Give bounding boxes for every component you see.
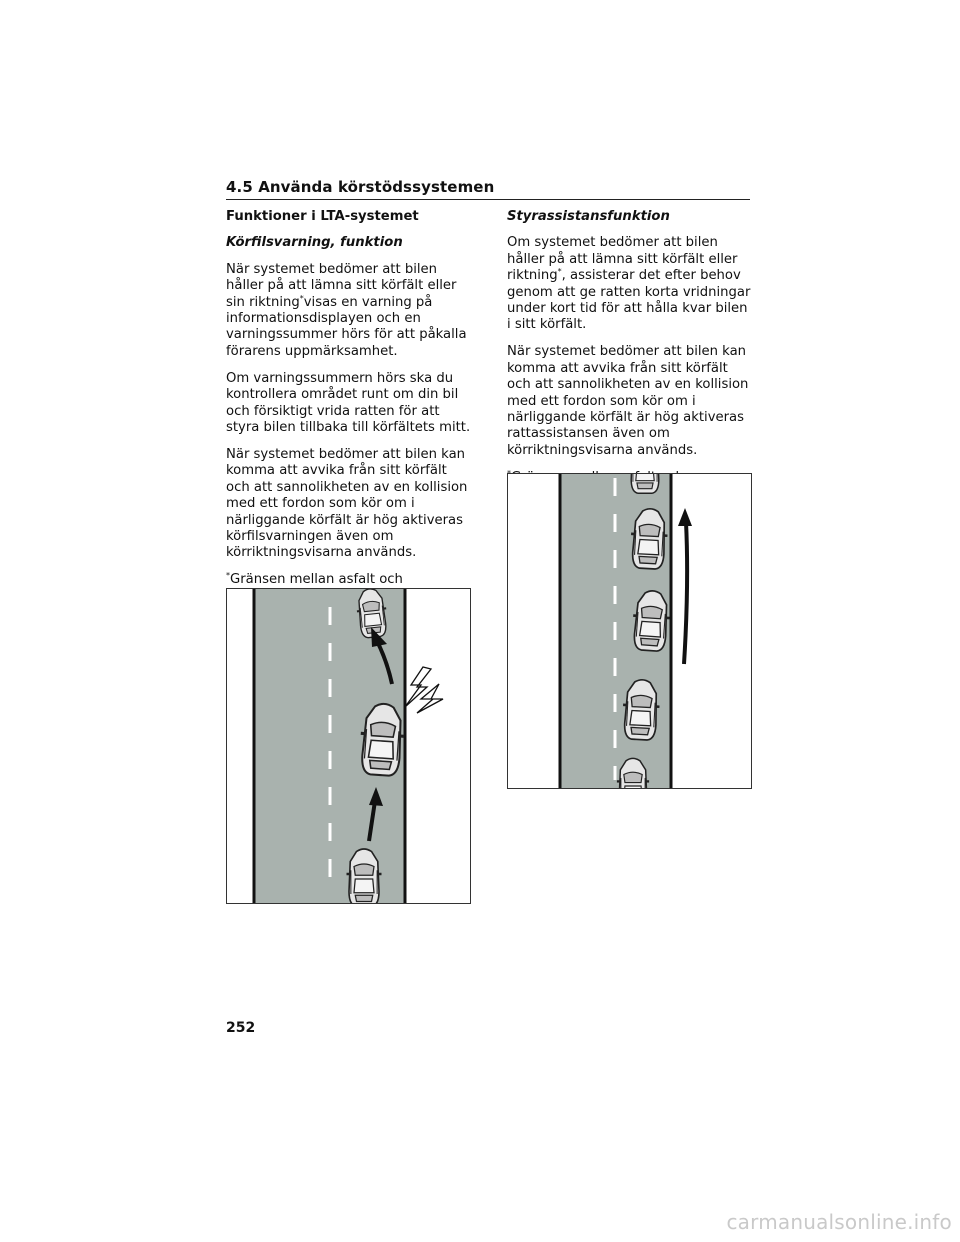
warning-lightning-icon xyxy=(405,667,431,707)
footnote-marker: * xyxy=(299,293,304,303)
lta-functions-heading: Funktioner i LTA-systemet xyxy=(226,209,419,224)
steering-assist-illustration xyxy=(507,473,752,789)
car-top-icon xyxy=(629,474,661,493)
steering-assist-heading: Styrassistansfunktion xyxy=(507,209,670,224)
watermark: carmanualsonline.info xyxy=(726,1210,952,1234)
lane-keep-arrowhead-icon xyxy=(678,508,692,526)
section-header: 4.5 Använda körstödssystemen xyxy=(226,178,750,200)
lane-warning-paragraph: När systemet bedömer att bilen håller på att lämna sitt körfält eller sin riktning*visas en varning på informationsdisplayen och en varningssummer hörs för att påkalla förarens uppmärksamhet. xyxy=(226,261,467,359)
overtaking-warning-paragraph: När systemet bedömer att bilen kan komma att avvika från sitt körfält och att sannolikheten av en kollision med ett fordon som kör om i närliggande körfält är hög aktiveras körfilsvarningen även om körriktningsvisarna används. xyxy=(226,446,468,561)
lane-keep-arrow-icon xyxy=(684,522,687,664)
left-column xyxy=(226,209,474,632)
footnote-marker: * xyxy=(557,267,562,277)
buzzer-paragraph: Om varningssummern hörs ska du kontrollera området runt om din bil och försiktigt vrida ratten för att styra bilen tillbaka till körfältets mitt. xyxy=(226,370,471,435)
page-number: 252 xyxy=(226,1020,256,1036)
lane-departure-warning-illustration xyxy=(226,588,471,904)
steering-assist-paragraph: Om systemet bedömer att bilen håller på att lämna sitt körfält eller riktning*, assisterar det efter behov genom att ge ratten korta vridningar under kort tid för att hålla kvar bilen i sitt körfält. xyxy=(507,235,751,333)
footnote-left: *Gränsen mellan asfalt och xyxy=(226,571,403,588)
steering-overtaking-paragraph: När systemet bedömer att bilen kan komma att avvika från sitt körfält och att sannolikheten av en kollision med ett fordon som kör om i närliggande körfält är hög aktiveras rattassistansen även om körriktningsvisarna används. xyxy=(507,344,749,458)
lane-departure-warning-heading: Körfilsvarning, funktion xyxy=(226,235,403,251)
